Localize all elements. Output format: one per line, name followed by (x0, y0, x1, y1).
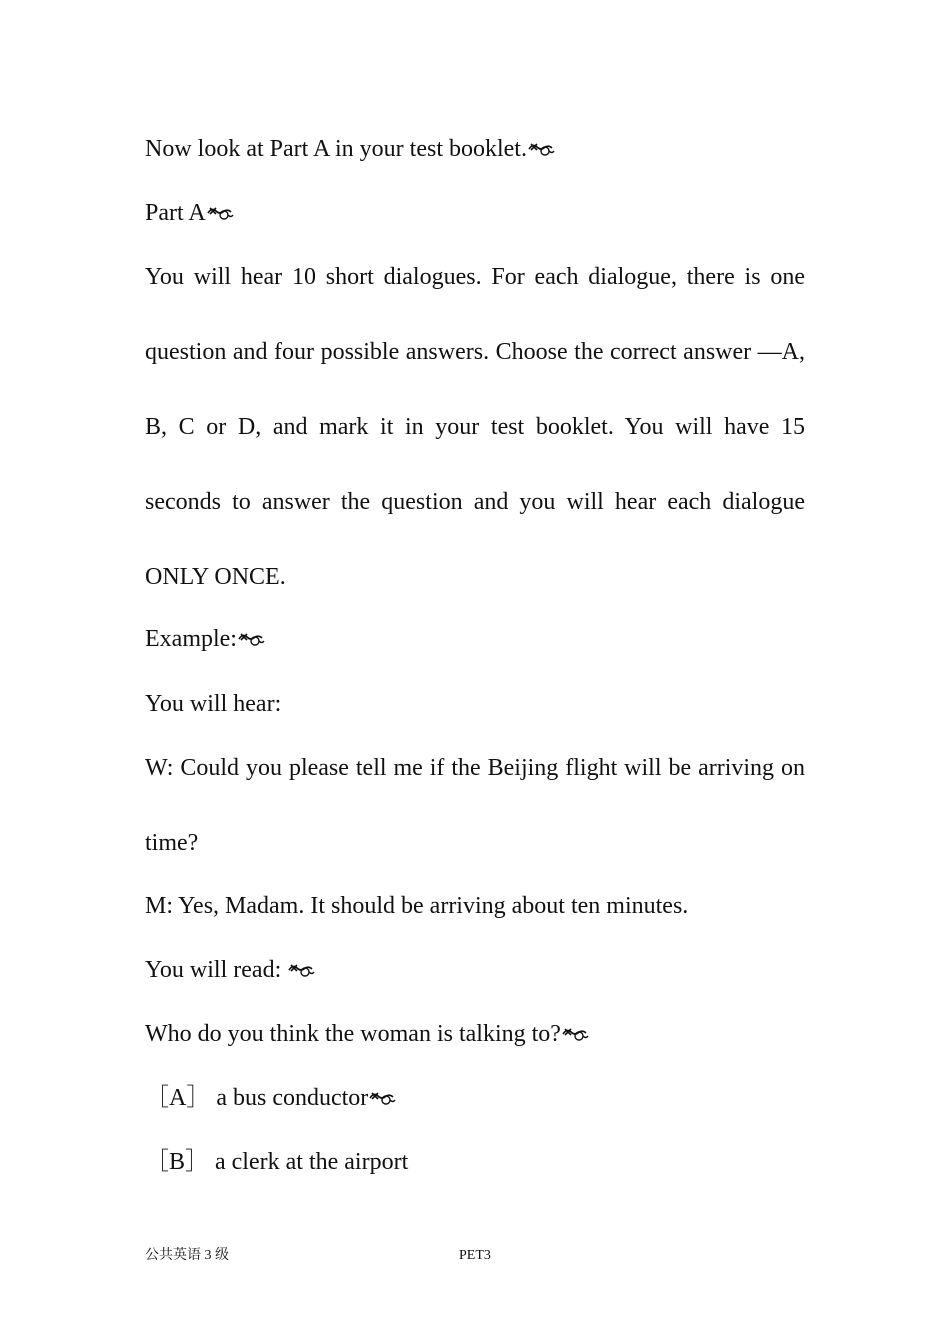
paragraph-mark-icon (527, 140, 555, 158)
part-heading (145, 198, 234, 228)
example-label-text: Example: (145, 626, 237, 652)
option-b: ［B］ a clerk at the airport (145, 1149, 409, 1175)
you-will-hear-line: You will hear: (145, 691, 282, 717)
part-heading-text: Part A (145, 200, 206, 226)
you-will-read-line (145, 955, 315, 985)
paragraph-mark-icon (561, 1025, 589, 1043)
paragraph-mark-icon (237, 630, 265, 648)
paragraph-mark-icon (287, 961, 315, 979)
option-a-text: ［A］ a bus conductor (145, 1085, 369, 1111)
paragraph-mark-icon (206, 204, 234, 222)
intro-line (145, 134, 555, 164)
footer-center-label: PET3 (459, 1248, 491, 1263)
you-will-read-text: You will read: (145, 957, 288, 983)
intro-text: Now look at Part A in your test booklet. (145, 136, 527, 162)
footer-left-label: 公共英语 3 级 (145, 1248, 229, 1263)
question-line (145, 1019, 589, 1049)
question-text: Who do you think the woman is talking to? (145, 1021, 561, 1047)
option-a (145, 1083, 396, 1113)
paragraph-mark-icon (368, 1089, 396, 1107)
dialogue-woman: W: Could you please tell me if the Beijing flight will be arriving on time? (145, 755, 805, 856)
dialogue-man: M: Yes, Madam. It should be arriving about ten minutes. (145, 893, 689, 919)
example-label (145, 624, 265, 654)
instructions-paragraph: You will hear 10 short dialogues. For each dialogue, there is one question and four possible answers. Choose the correct answer —A, B, C or D, and mark it in your test booklet. You will have 15 seconds to answer the question and you will hear each dialogue ONLY ONCE. (145, 264, 805, 590)
